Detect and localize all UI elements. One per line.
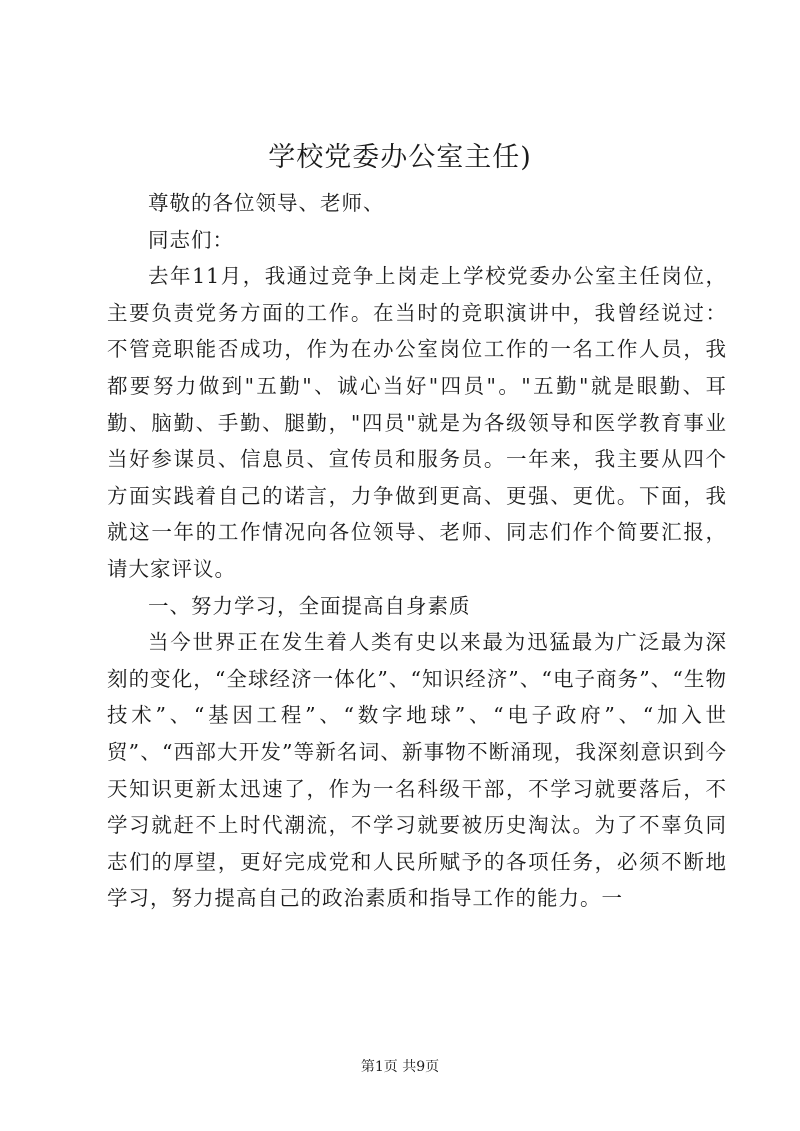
section-heading-1: 一、努力学习，全面提高自身素质: [148, 593, 471, 618]
salutation-line-2: 同志们：: [148, 227, 234, 252]
intro-paragraph: 去年11月，我通过竞争上岗走上学校党委办公室主任岗位，主要负责党务方面的工作。在当时的竞职演讲中，我曾经说过：不管竞职能否成功，作为在办公室岗位工作的一名工作人员，我都要努力做到"五勤"、诚心当好"四员"。"五勤"就是眼勤、耳勤、脑勤、手勤、腿勤，"四员"就是为各级领导和医学教育事业当好参谋员、信息员、宣传员和服务员。一年来，我主要从四个方面实践着自己的诺言，力争做到更高、更强、更优。下面，我就这一年的工作情况向各位领导、老师、同志们作个简要汇报，请大家评议。: [107, 264, 727, 581]
salutation-line-1: 尊敬的各位领导、老师、: [148, 191, 385, 215]
section-1-paragraph: 当今世界正在发生着人类有史以来最为迅猛最为广泛最为深刻的变化，“全球经济一体化”、“知识经济”、“电子商务”、“生物技术”、“基因工程”、“数字地球”、“电子政府”、“加入世贸”、“西部大开发”等新名词、新事物不断涌现，我深刻意识到今天知识更新太迅速了，作为一名科级干部，不学习就要落后，不学习就赶不上时代潮流，不学习就要被历史淘汰。为了不辜负同志们的厚望，更好完成党和人民所赋予的各项任务，必须不断地学习，努力提高自己的政治素质和指导工作的能力。一: [107, 630, 727, 911]
page-number-footer: 第1页 共9页: [360, 1059, 440, 1075]
document-body: [107, 185, 727, 917]
document-title: 学校党委办公室主任): [268, 142, 532, 173]
